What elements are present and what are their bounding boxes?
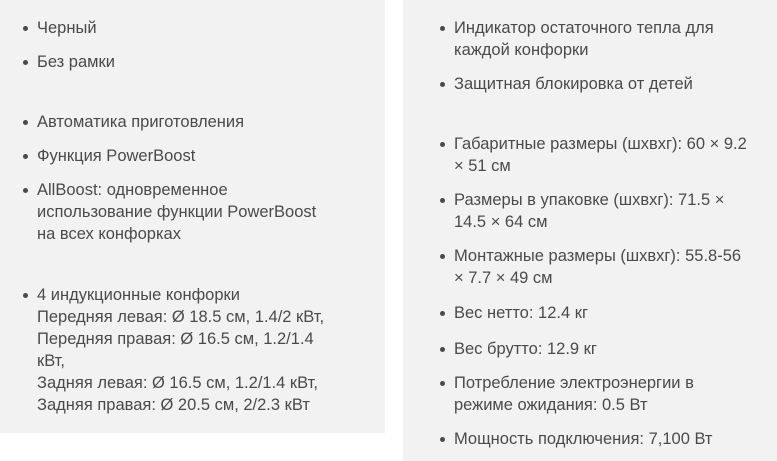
spec-item-child-lock: [454, 73, 693, 95]
spec-item-text: Без рамки: [37, 53, 115, 71]
spec-item-powerboost: [37, 145, 195, 167]
bullet-icon: [440, 347, 445, 352]
spec-item-text: Черный: [37, 19, 97, 37]
bullet-icon: [440, 142, 445, 147]
spec-item-text: Автоматика приготовления: [37, 113, 245, 131]
spec-item-text: Вес нетто: 12.4 кг: [454, 304, 588, 322]
spec-column-left: [0, 0, 385, 433]
spec-item-text: Индикатор остаточного тепла для каждой конфорки: [454, 19, 714, 59]
spec-item-text: Потребление электроэнергии в режиме ожидания: 0.5 Вт: [454, 374, 694, 414]
spec-item-dimensions: [454, 133, 747, 177]
bullet-icon: [23, 188, 28, 193]
spec-column-right: [403, 0, 777, 461]
spec-item-package-dimensions: [454, 189, 724, 233]
spec-item-standby-power: [454, 372, 694, 416]
bullet-icon: [440, 437, 445, 442]
spec-item-connection-power: [454, 428, 712, 450]
bullet-icon: [23, 60, 28, 65]
bullet-icon: [440, 198, 445, 203]
spec-item-text: Габаритные размеры (шхвхг): 60 × 9.2 × 51 см: [454, 135, 747, 175]
spec-item-text: Защитная блокировка от детей: [454, 75, 693, 93]
spec-item-text: Размеры в упаковке (шхвхг): 71.5 × 14.5 × 64 см: [454, 191, 725, 231]
spec-item-color: [37, 17, 97, 39]
spec-item-frame: [37, 51, 115, 73]
spec-item-net-weight: [454, 302, 588, 324]
bullet-icon: [440, 311, 445, 316]
bullet-icon: [440, 82, 445, 87]
spec-item-allboost: [37, 179, 316, 245]
spec-item-text: Мощность подключения: 7,100 Вт: [454, 430, 713, 448]
spec-item-text: AllBoost: одновременное использование функции PowerBoost на всех конфорках: [37, 181, 317, 243]
spec-item-text: Монтажные размеры (шхвхг): 55.8-56 × 7.7 × 49 см: [454, 247, 742, 287]
spec-item-residual-heat: [454, 17, 714, 61]
spec-item-auto-cooking: [37, 111, 244, 133]
spec-item-gross-weight: [454, 338, 597, 360]
spec-item-burners: [37, 284, 324, 416]
spec-item-text: Вес брутто: 12.9 кг: [454, 340, 597, 358]
bullet-icon: [23, 26, 28, 31]
bullet-icon: [440, 26, 445, 31]
bullet-icon: [23, 293, 28, 298]
bullet-icon: [23, 120, 28, 125]
bullet-icon: [440, 254, 445, 259]
bullet-icon: [440, 381, 445, 386]
spec-item-text: Функция PowerBoost: [37, 147, 196, 165]
spec-item-text: 4 индукционные конфорки Передняя левая: Ø 18.5 см, 1.4/2 кВт, Передняя правая: Ø 16.5 см, 1.2/1.4 кВт, Задняя левая: Ø 16.5 см, 1.2/1.4 кВт, Задняя правая: Ø 20.5 см, 2/2.3 кВт: [37, 286, 325, 414]
bullet-icon: [23, 154, 28, 159]
spec-item-mounting-dimensions: [454, 245, 741, 289]
